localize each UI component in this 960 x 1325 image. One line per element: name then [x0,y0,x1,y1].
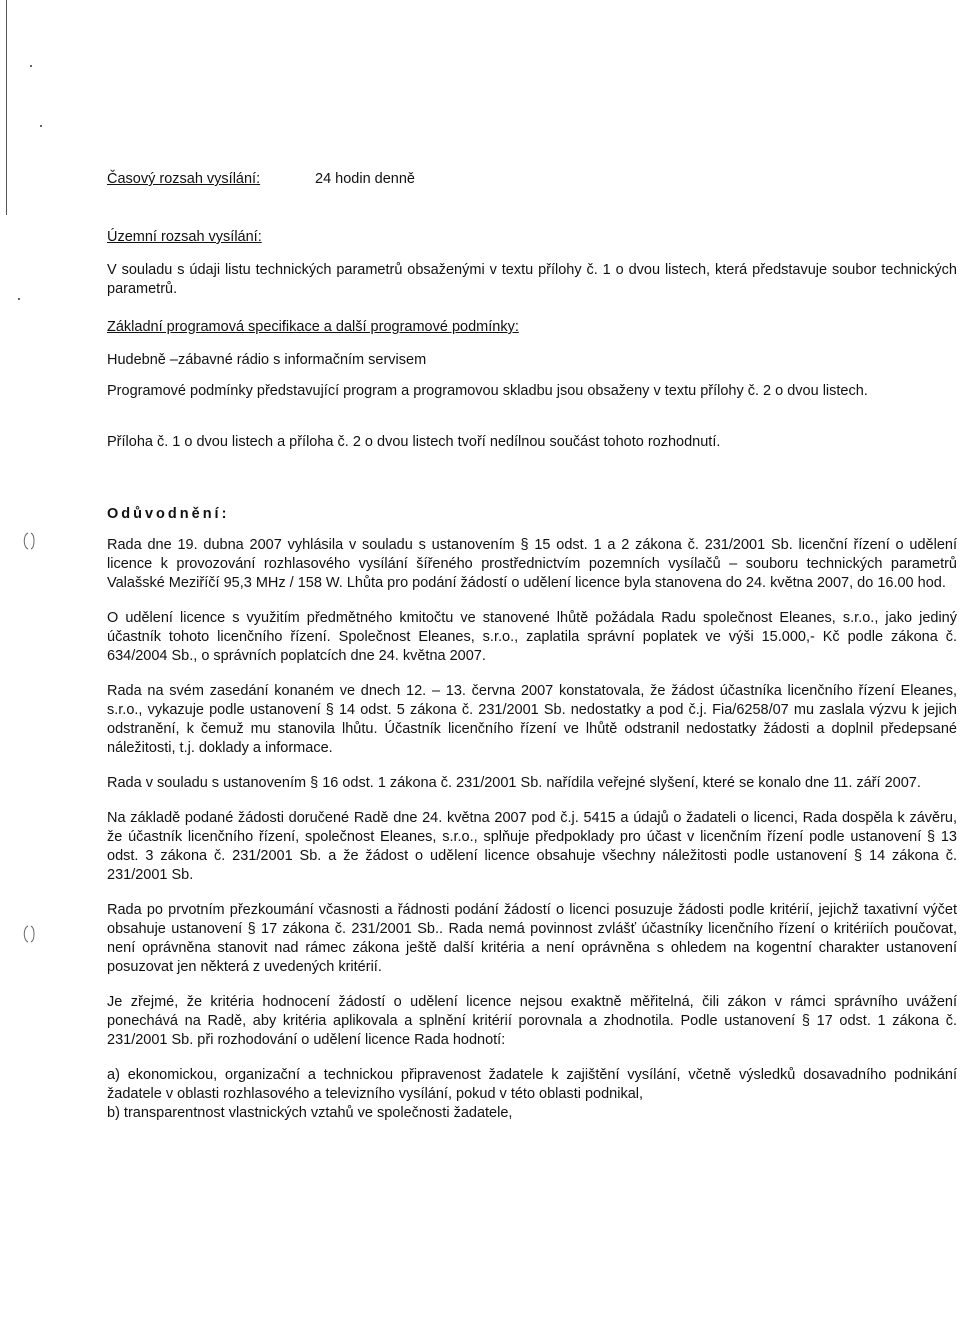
criteria-item: a) ekonomickou, organizační a technickou připravenost žadatele k zajištění vysílání, včetně výsledků dosavadního podnikání žadatele v oblasti rozhlasového a televizního vysílání, pokud v této oblasti podnikal, [107,1067,957,1102]
reasoning-paragraph: Je zřejmé, že kritéria hodnocení žádostí o udělení licence nejsou exaktně měřitelná, čili zákon v rámci správního uvážení ponechává na Radě, aby kritéria aplikovala a splnění kritérií porovnala a zhodnotila. Podle ustanovení § 17 odst. 1 zákona č. 231/2001 Sb. při rozhodování o udělení licence Rada hodnotí: [107,994,957,1048]
punch-hole-icon [22,925,36,943]
reasoning-paragraph: Na základě podané žádosti doručené Radě dne 24. května 2007 pod č.j. 5415 a údajů o žadateli o licenci, Rada dospěla k závěru, že účastník licenčního řízení, společnost Eleanes, s.r.o., splňuje předpoklady pro účast v licenčním řízení podle ustanovení § 13 odst. 3 zákona č. 231/2001 Sb. a že žádost o udělení licence obsahuje všechny náležitosti podle ustanovení § 14 zákona č. 231/2001 Sb. [107,810,957,883]
territorial-label: Územní rozsah vysílání: [107,229,262,245]
page-edge-line [6,0,7,215]
program-label: Základní programová specifikace a další programové podmínky: [107,319,519,335]
reasoning-paragraph: Rada v souladu s ustanovením § 16 odst. 1 zákona č. 231/2001 Sb. nařídila veřejné slyšení, které se konalo dne 11. září 2007. [107,775,921,791]
scan-speck [40,125,42,127]
program-type: Hudebně –zábavné rádio s informačním servisem [107,352,427,368]
territorial-text: V souladu s údaji listu technických parametrů obsaženými v textu přílohy č. 1 o dvou listech, která představuje soubor technických parametrů. [107,262,957,297]
punch-hole-icon [22,532,36,550]
reasoning-paragraph: Rada po prvotním přezkoumání včasnosti a řádnosti podání žádostí o licenci posuzuje žádosti podle kritérií, jejichž taxativní výčet obsahuje ustanovení § 17 zákona č. 231/2001 Sb.. Rada nemá povinnost zvlášť účastníky licenčního řízení o kritériích poučovat, není oprávněna stanovit nad rámec zákona ještě další kritéria a není oprávněna s ohledem na kogentní charakter ustanovení posuzovat jen některá z uvedených kritérií. [107,902,957,975]
reasoning-paragraph: Rada dne 19. dubna 2007 vyhlásila v souladu s ustanovením § 15 odst. 1 a 2 zákona č. 231/2001 Sb. licenční řízení o udělení licence k provozování rozhlasového vysílání šířeného prostřednictvím pozemních vysílačů – souboru technických parametrů Valašské Meziříčí 95,3 MHz / 158 W. Lhůta pro podání žádostí o udělení licence byla stanovena do 24. května 2007, do 16.00 hod. [107,537,957,591]
reasoning-paragraph: Rada na svém zasedání konaném ve dnech 12. – 13. června 2007 konstatovala, že žádost účastníka licenčního řízení Eleanes, s.r.o., vykazuje podle ustanovení § 14 odst. 5 zákona č. 231/2001 Sb. nedostatky a pod č.j. Fia/6258/07 mu zaslala výzvu k jejich odstranění, k čemuž mu stanovila lhůtu. Účastník licenčního řízení ve lhůtě odstranil nedostatky žádosti a doplnil předepsané náležitosti, t.j. doklady a informace. [107,683,957,756]
reasoning-paragraph: O udělení licence s využitím předmětného kmitočtu ve stanovené lhůtě požádala Radu společnost Eleanes, s.r.o., jako jediný účastník tohoto licenčního řízení. Společnost Eleanes, s.r.o., zaplatila správní poplatek ve výši 15.000,- Kč podle zákona č. 634/2004 Sb., o správních poplatcích dne 24. května 2007. [107,610,957,664]
document-body [107,170,957,1123]
scan-speck [18,298,20,300]
broadcast-time-value: 24 hodin denně [315,171,415,187]
broadcast-time-label: Časový rozsah vysílání: [107,171,261,187]
broadcast-time-row [107,170,957,189]
attachments-note: Příloha č. 1 o dvou listech a příloha č. 2 o dvou listech tvoří nedílnou součást tohoto rozhodnutí. [107,434,721,450]
reasoning-heading: Odůvodnění: [107,506,230,522]
scan-speck [30,65,32,67]
criteria-item: b) transparentnost vlastnických vztahů ve společnosti žadatele, [107,1105,513,1121]
program-conditions: Programové podmínky představující program a programovou skladbu jsou obsaženy v textu přílohy č. 2 o dvou listech. [107,383,868,399]
